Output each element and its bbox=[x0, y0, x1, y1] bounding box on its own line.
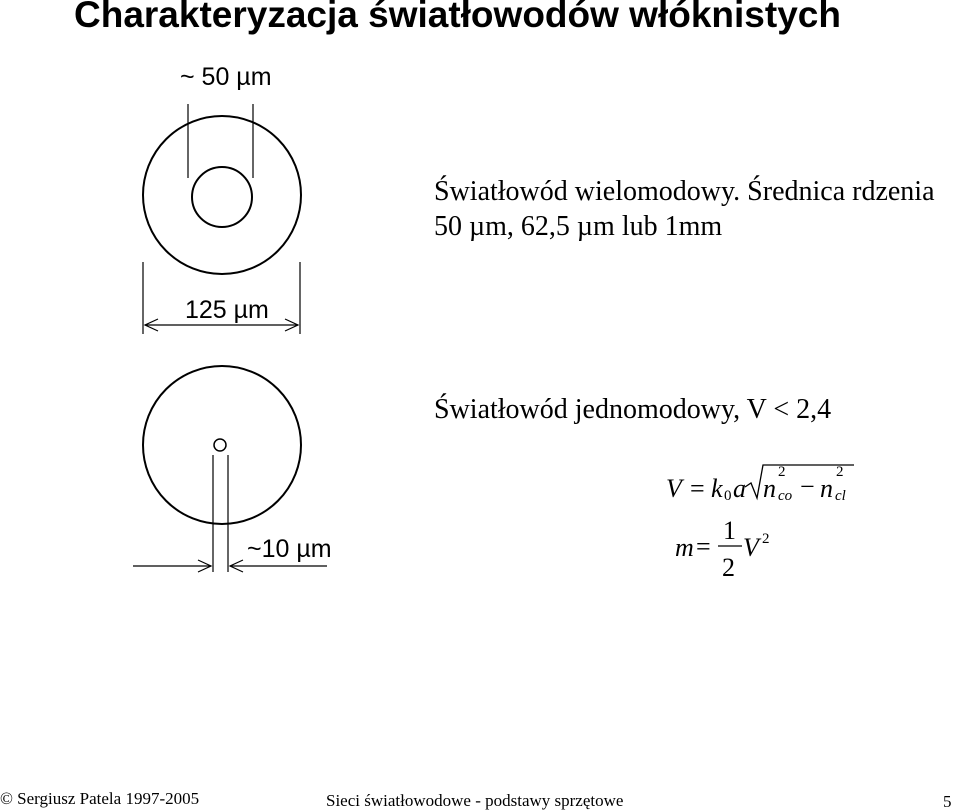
singlemode-core-circle bbox=[214, 439, 226, 451]
v-minus: − bbox=[800, 472, 815, 501]
singlemode-core-diameter-label: ~10 µm bbox=[247, 535, 332, 563]
m-denominator: 2 bbox=[722, 553, 735, 582]
page-title: Charakteryzacja światłowodów włóknistych bbox=[74, 0, 841, 35]
footer-course-title: Sieci światłowodowe - podstawy sprzętowe bbox=[326, 791, 624, 810]
multimode-cladding-circle bbox=[143, 116, 301, 274]
multimode-description-line1: Światłowód wielomodowy. Średnica rdzenia bbox=[434, 176, 935, 207]
v-k-subscript: 0 bbox=[724, 488, 732, 504]
m-v: V bbox=[743, 533, 759, 562]
multimode-core-circle bbox=[192, 167, 252, 227]
singlemode-cladding-circle bbox=[143, 366, 301, 524]
footer-page-number: 5 bbox=[943, 792, 952, 811]
v-n-core-sub: co bbox=[778, 488, 793, 504]
v-n-cladding-sub: cl bbox=[835, 488, 846, 504]
m-v-sup: 2 bbox=[762, 531, 770, 547]
v-n-core: n bbox=[763, 474, 776, 503]
v-n-cladding-sup: 2 bbox=[836, 464, 844, 480]
m-equals: = bbox=[696, 532, 711, 561]
m-lhs: m bbox=[675, 533, 694, 562]
v-k: k bbox=[711, 474, 723, 503]
multimode-description-line2: 50 µm, 62,5 µm lub 1mm bbox=[434, 211, 723, 242]
footer-copyright: © Sergiusz Patela 1997-2005 bbox=[0, 789, 200, 808]
cladding-diameter-label: 125 µm bbox=[185, 296, 269, 324]
singlemode-description: Światłowód jednomodowy, V < 2,4 bbox=[434, 394, 832, 425]
core-diameter-label: ~ 50 µm bbox=[180, 63, 272, 91]
v-equals: = bbox=[690, 474, 705, 503]
v-n-core-sup: 2 bbox=[778, 464, 786, 480]
v-n-cladding: n bbox=[820, 474, 833, 503]
v-lhs: V bbox=[666, 474, 682, 503]
m-numerator: 1 bbox=[723, 516, 736, 545]
v-a: a bbox=[733, 474, 746, 503]
